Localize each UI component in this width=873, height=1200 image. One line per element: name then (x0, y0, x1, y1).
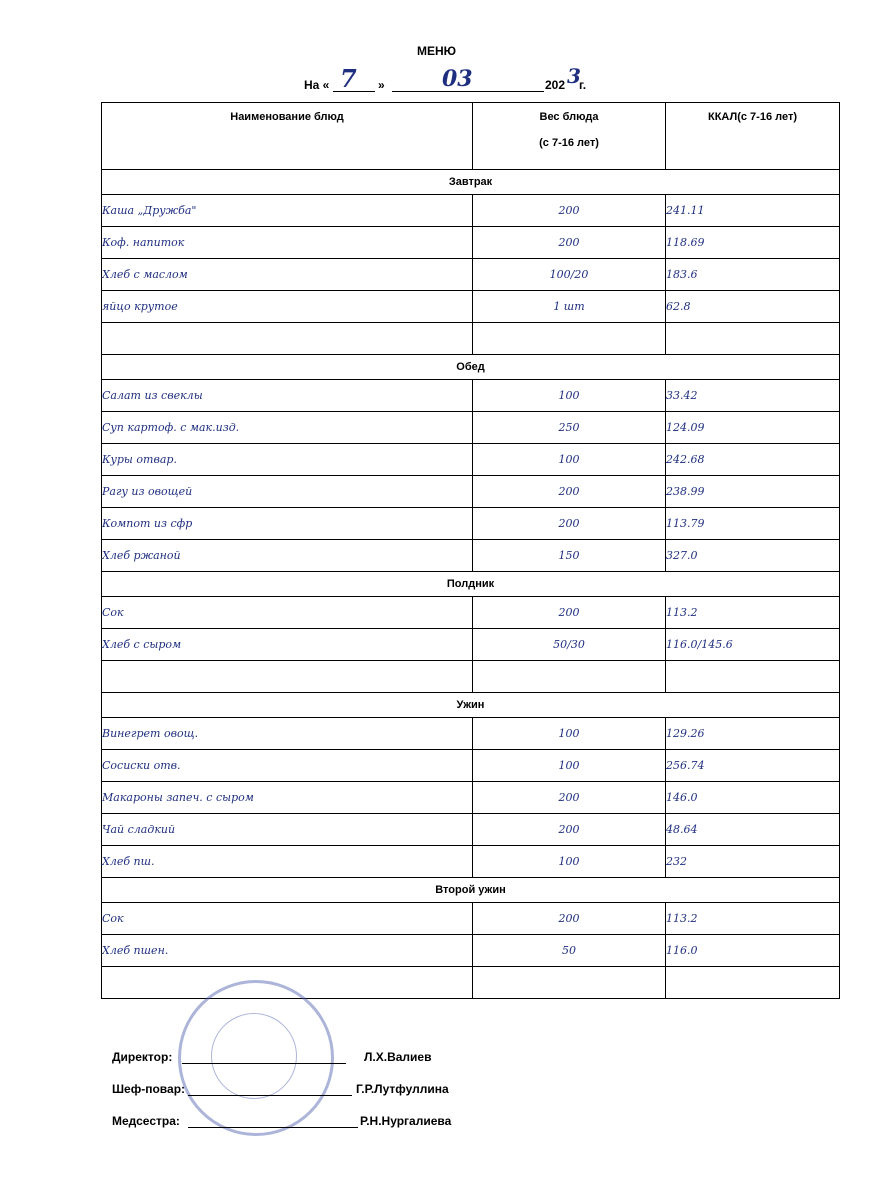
section-title: Полдник (102, 572, 840, 597)
table-row (102, 508, 840, 540)
weight-cell: 200 (473, 227, 666, 259)
dish-cell: Компот из сфр (102, 508, 473, 540)
weight-cell: 250 (473, 412, 666, 444)
kcal-cell: 327.0 (666, 540, 840, 572)
weight-cell: 200 (473, 508, 666, 540)
document-title: МЕНЮ (416, 44, 457, 58)
weight-cell: 200 (473, 597, 666, 629)
signature-underline (188, 1127, 358, 1128)
dish-cell: яйцо крутое (102, 291, 473, 323)
empty-row (102, 661, 840, 693)
year-printed: 202 (545, 78, 566, 92)
table-row (102, 814, 840, 846)
signatory-name: Р.Н.Нургалиева (360, 1114, 452, 1128)
weight-cell: 100 (473, 444, 666, 476)
menu-table (101, 102, 840, 999)
section-title: Ужин (102, 693, 840, 718)
date-line (0, 64, 873, 98)
table-row (102, 412, 840, 444)
kcal-cell: 238.99 (666, 476, 840, 508)
weight-cell: 100 (473, 718, 666, 750)
kcal-cell: 241.11 (666, 195, 840, 227)
dish-cell: Салат из свеклы (102, 380, 473, 412)
kcal-cell: 232 (666, 846, 840, 878)
col-kcal-header: ККАЛ(с 7-16 лет) (666, 103, 840, 170)
weight-cell: 200 (473, 814, 666, 846)
table-row (102, 540, 840, 572)
signature-role: Медсестра: (112, 1114, 180, 1128)
weight-cell: 100 (473, 380, 666, 412)
weight-cell: 200 (473, 195, 666, 227)
weight-cell: 100/20 (473, 259, 666, 291)
section-title: Второй ужин (102, 878, 840, 903)
dish-cell: Хлеб с сыром (102, 629, 473, 661)
empty-cell (102, 323, 473, 355)
weight-cell: 100 (473, 846, 666, 878)
dish-cell: Винегрет овощ. (102, 718, 473, 750)
signature-role: Шеф-повар: (112, 1082, 186, 1096)
table-row (102, 750, 840, 782)
dish-cell: Рагу из овощей (102, 476, 473, 508)
kcal-cell: 33.42 (666, 380, 840, 412)
signature-role: Директор: (112, 1050, 173, 1064)
empty-row (102, 323, 840, 355)
kcal-cell: 242.68 (666, 444, 840, 476)
kcal-cell: 146.0 (666, 782, 840, 814)
signature-underline (188, 1095, 352, 1096)
dish-cell: Сок (102, 903, 473, 935)
weight-cell: 200 (473, 782, 666, 814)
signature-underline (182, 1063, 346, 1064)
section-header (102, 355, 840, 380)
empty-cell (666, 323, 840, 355)
weight-cell: 100 (473, 750, 666, 782)
kcal-cell: 183.6 (666, 259, 840, 291)
table-row (102, 782, 840, 814)
dish-cell: Сосиски отв. (102, 750, 473, 782)
kcal-cell: 129.26 (666, 718, 840, 750)
table-row (102, 718, 840, 750)
weight-cell: 1 шт (473, 291, 666, 323)
empty-cell (473, 323, 666, 355)
dish-cell: Чай сладкий (102, 814, 473, 846)
weight-cell: 150 (473, 540, 666, 572)
kcal-cell: 62.8 (666, 291, 840, 323)
kcal-cell: 116.0/145.6 (666, 629, 840, 661)
table-row (102, 629, 840, 661)
section-header (102, 878, 840, 903)
section-header (102, 693, 840, 718)
section-title: Обед (102, 355, 840, 380)
dish-cell: Макароны запеч. с сыром (102, 782, 473, 814)
empty-cell (666, 661, 840, 693)
table-row (102, 935, 840, 967)
dish-cell: Сок (102, 597, 473, 629)
table-row (102, 597, 840, 629)
quote-close: » (378, 78, 385, 92)
section-title: Завтрак (102, 170, 840, 195)
section-header (102, 170, 840, 195)
dish-cell: Суп картоф. с мак.изд. (102, 412, 473, 444)
table-row (102, 846, 840, 878)
dish-cell: Хлеб ржаной (102, 540, 473, 572)
section-header (102, 572, 840, 597)
dish-cell: Коф. напиток (102, 227, 473, 259)
signatory-name: Г.Р.Лутфуллина (356, 1082, 449, 1096)
handwritten-year-digit: 3 (567, 64, 581, 88)
table-row (102, 444, 840, 476)
round-stamp (178, 980, 334, 1136)
weight-cell: 200 (473, 476, 666, 508)
table-row (102, 903, 840, 935)
kcal-cell: 124.09 (666, 412, 840, 444)
dish-cell: Куры отвар. (102, 444, 473, 476)
table-row (102, 291, 840, 323)
date-prefix: На « (304, 78, 330, 92)
table-row (102, 195, 840, 227)
dish-cell: Хлеб пш. (102, 846, 473, 878)
table-row (102, 227, 840, 259)
dish-cell: Каша „Дружба" (102, 195, 473, 227)
col-dish-header: Наименование блюд (102, 103, 473, 170)
weight-cell: 50 (473, 935, 666, 967)
dish-cell: Хлеб с маслом (102, 259, 473, 291)
table-row (102, 259, 840, 291)
year-suffix: г. (579, 78, 587, 92)
table-row (102, 476, 840, 508)
dish-cell: Хлеб пшен. (102, 935, 473, 967)
empty-cell (473, 967, 666, 999)
weight-cell: 200 (473, 903, 666, 935)
signatory-name: Л.Х.Валиев (364, 1050, 432, 1064)
kcal-cell: 113.79 (666, 508, 840, 540)
kcal-cell: 256.74 (666, 750, 840, 782)
kcal-cell: 118.69 (666, 227, 840, 259)
empty-cell (102, 661, 473, 693)
handwritten-day: 7 (340, 64, 357, 93)
weight-cell: 50/30 (473, 629, 666, 661)
handwritten-month: 03 (442, 66, 473, 92)
kcal-cell: 116.0 (666, 935, 840, 967)
kcal-cell: 113.2 (666, 903, 840, 935)
col-weight-header: Вес блюда (с 7-16 лет) (473, 103, 666, 170)
empty-cell (473, 661, 666, 693)
kcal-cell: 113.2 (666, 597, 840, 629)
kcal-cell: 48.64 (666, 814, 840, 846)
empty-cell (666, 967, 840, 999)
table-row (102, 380, 840, 412)
